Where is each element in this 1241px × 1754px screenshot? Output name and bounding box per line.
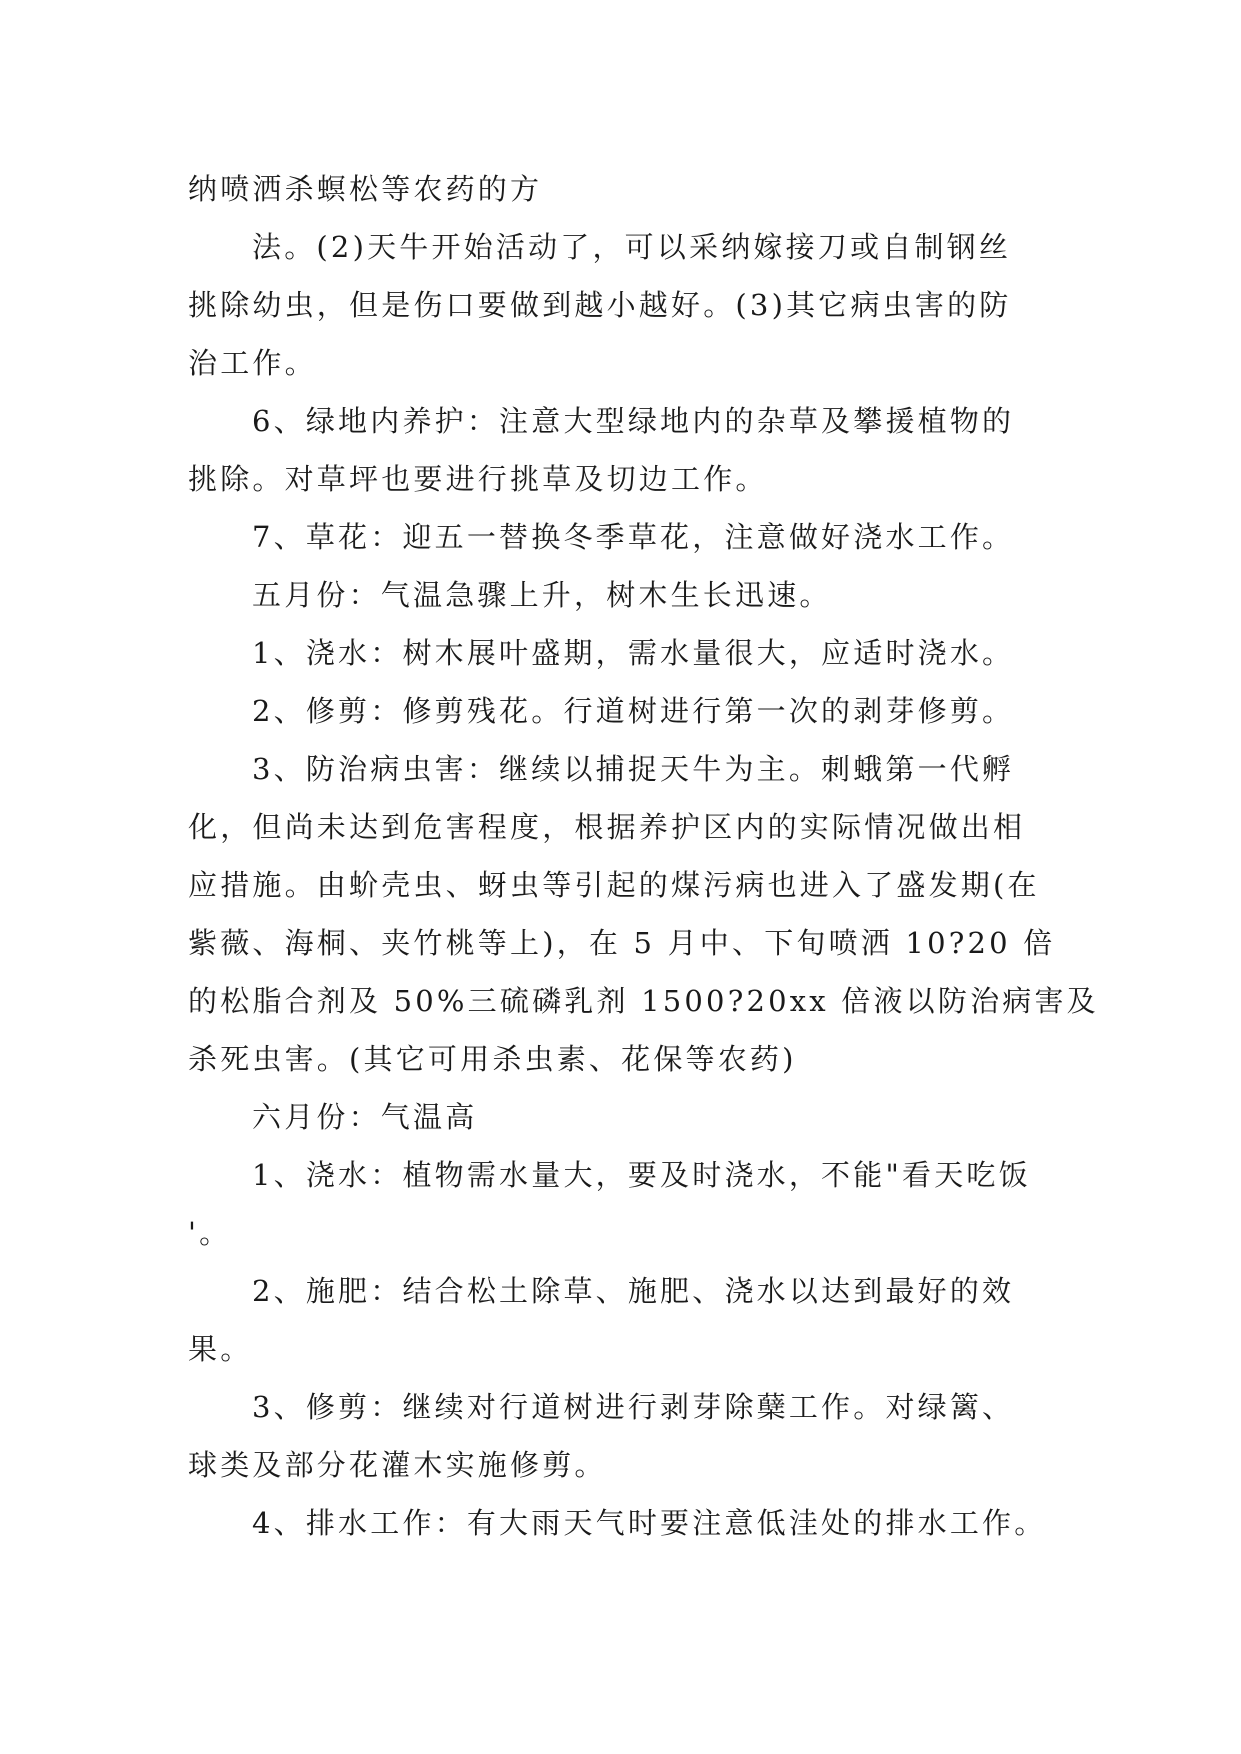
text-line: 2、施肥：结合松土除草、施肥、浇水以达到最好的效: [252, 1274, 1015, 1308]
text-line: 五月份：气温急骤上升，树木生长迅速。: [252, 578, 832, 612]
text-line: 6、绿地内养护：注意大型绿地内的杂草及攀援植物的: [252, 404, 1015, 438]
text-line: 球类及部分花灌木实施修剪。: [188, 1448, 607, 1482]
text-line: 2、修剪：修剪残花。行道树进行第一次的剥芽修剪。: [252, 694, 1015, 728]
text-line: 1、浇水：植物需水量大，要及时浇水，不能"看天吃饭: [252, 1158, 1031, 1192]
document-body: [188, 160, 1099, 1552]
text-line: 紫薇、海桐、夹竹桃等上)，在 5 月中、下旬喷洒 10?20 倍: [188, 926, 1056, 960]
text-line: 纳喷洒杀螟松等农药的方: [188, 172, 543, 206]
text-line: 挑除。对草坪也要进行挑草及切边工作。: [188, 462, 768, 496]
text-line: 果。: [188, 1332, 253, 1366]
text-line: '。: [188, 1216, 232, 1250]
text-line: 7、草花：迎五一替换冬季草花，注意做好浇水工作。: [252, 520, 1015, 554]
text-line: 应措施。由蚧壳虫、蚜虫等引起的煤污病也进入了盛发期(在: [188, 868, 1040, 902]
text-line: 杀死虫害。(其它可用杀虫素、花保等农药): [188, 1042, 797, 1076]
text-line: 4、排水工作：有大雨天气时要注意低洼处的排水工作。: [252, 1506, 1047, 1540]
text-line: 3、修剪：继续对行道树进行剥芽除蘖工作。对绿篱、: [252, 1390, 1015, 1424]
text-line: 六月份：气温高: [252, 1100, 478, 1134]
text-line: 法。(2)天牛开始活动了，可以采纳嫁接刀或自制钢丝: [252, 230, 1012, 264]
text-line: 1、浇水：树木展叶盛期，需水量很大，应适时浇水。: [252, 636, 1015, 670]
text-line: 挑除幼虫，但是伤口要做到越小越好。(3)其它病虫害的防: [188, 288, 1012, 322]
text-line: 化，但尚未达到危害程度，根据养护区内的实际情况做出相: [188, 810, 1026, 844]
text-line: 3、防治病虫害：继续以捕捉天牛为主。刺蛾第一代孵: [252, 752, 1015, 786]
text-line: 治工作。: [188, 346, 317, 380]
text-line: 的松脂合剂及 50%三硫磷乳剂 1500?20xx 倍液以防治病害及: [188, 984, 1099, 1018]
